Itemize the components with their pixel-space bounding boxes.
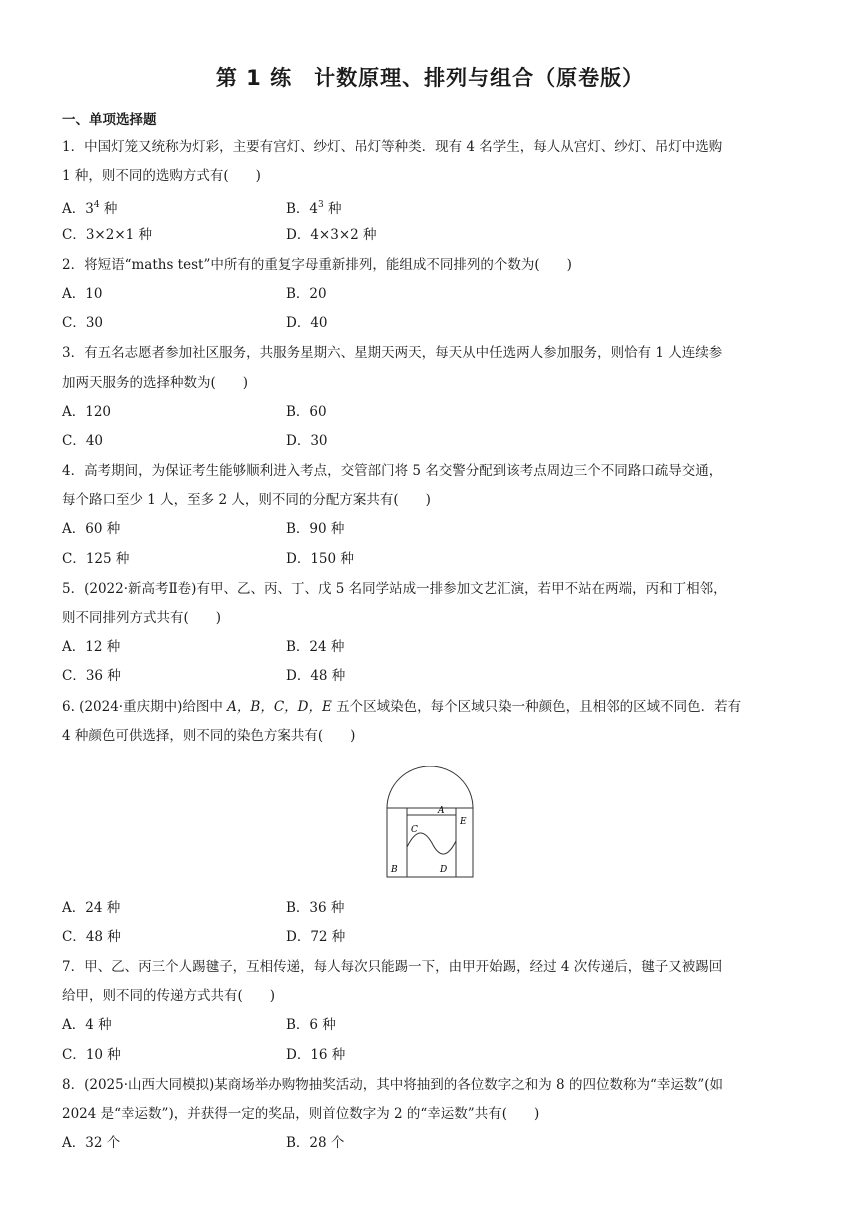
question-7-option-a: A．4 种	[62, 1017, 112, 1033]
question-2-option-c: C．30	[62, 315, 104, 331]
question-7-line-1: 7．甲、乙、丙三个人踢毽子，互相传递，每人每次只能踢一下，由甲开始踢，经过 4 次传递后，毽子又被踢回	[62, 959, 723, 975]
question-8-option-b: B．28 个	[286, 1135, 345, 1151]
question-8-line-1: 8．(2025·山西大同模拟)某商场举办购物抽奖活动，其中将抽到的各位数字之和为 8 的四位数称为“幸运数”(如	[62, 1077, 724, 1093]
question-2-line-1: 2．将短语“maths test”中所有的重复字母重新排列，能组成不同排列的个数为( )	[62, 257, 572, 273]
figure-label-a: A	[438, 806, 445, 816]
question-2-option-b: B．20	[286, 286, 327, 302]
question-4-option-a: A．60 种	[62, 521, 121, 537]
question-4-option-d: D．150 种	[286, 551, 354, 567]
figure-label-c: C	[411, 825, 418, 835]
question-6-line-2: 4 种颜色可供选择，则不同的染色方案共有( )	[62, 728, 356, 744]
question-5-line-2: 则不同排列方式共有( )	[62, 610, 222, 626]
question-7-option-d: D．16 种	[286, 1047, 346, 1063]
question-3-line-1: 3．有五名志愿者参加社区服务，共服务星期六、星期天两天，每天从中任选两人参加服务，则恰有 1 人连续参	[62, 345, 723, 361]
question-6-option-c: C．48 种	[62, 929, 121, 945]
question-6-option-d: D．72 种	[286, 929, 346, 945]
question-1-line-2: 1 种，则不同的选购方式有( )	[62, 168, 261, 184]
figure-label-b: B	[391, 865, 398, 875]
question-6-option-a: A．24 种	[62, 900, 121, 916]
page-title: 第 1 练 计数原理、排列与组合（原卷版）	[215, 66, 645, 90]
question-7-option-b: B．6 种	[286, 1017, 336, 1033]
question-5-option-c: C．36 种	[62, 668, 121, 684]
section-heading: 一、单项选择题	[62, 112, 157, 128]
question-1-line-1: 1．中国灯笼又统称为灯彩，主要有宫灯、纱灯、吊灯等种类．现有 4 名学生，每人从宫灯、纱灯、吊灯中选购	[62, 139, 723, 155]
question-1-option-a: A．$3^4$ 种	[62, 200, 118, 217]
question-6-line-1: 6. (2024·重庆期中)给图中 A，B，C，D，E 五个区域染色，每个区域只染一种颜色，且相邻的区域不同色．若有	[62, 699, 742, 715]
question-5-line-1: 5．(2022·新高考Ⅱ卷)有甲、乙、丙、丁、戊 5 名同学站成一排参加文艺汇演，若甲不站在两端，丙和丁相邻，	[62, 581, 727, 597]
question-3-option-a: A．120	[62, 404, 112, 420]
question-1-option-c: C．3×2×1 种	[62, 227, 153, 243]
question-4-line-2: 每个路口至少 1 人，至多 2 人，则不同的分配方案共有( )	[62, 492, 431, 508]
question-1-option-b: B．$4^3$ 种	[286, 200, 342, 217]
question-3-option-d: D．30	[286, 433, 328, 449]
question-5-option-d: D．48 种	[286, 668, 346, 684]
question-4-option-c: C．125 种	[62, 551, 130, 567]
question-8-option-a: A．32 个	[62, 1135, 121, 1151]
figure-label-e: E	[460, 817, 467, 827]
question-1-option-d: D．4×3×2 种	[286, 227, 377, 243]
question-7-option-c: C．10 种	[62, 1047, 121, 1063]
question-4-line-1: 4．高考期间，为保证考生能够顺利进入考点，交管部门将 5 名交警分配到该考点周边三个不同路口疏导交通，	[62, 463, 723, 479]
figure-label-d: D	[440, 865, 448, 875]
question-3-line-2: 加两天服务的选择种数为( )	[62, 375, 249, 391]
question-6-option-b: B．36 种	[286, 900, 345, 916]
question-8-line-2: 2024 是“幸运数”)，并获得一定的奖品，则首位数字为 2 的“幸运数”共有( )	[62, 1106, 540, 1122]
region-coloring-figure	[386, 766, 474, 878]
question-3-option-b: B．60	[286, 404, 327, 420]
question-5-option-a: A．12 种	[62, 639, 121, 655]
question-5-option-b: B．24 种	[286, 639, 345, 655]
question-2-option-a: A．10	[62, 286, 103, 302]
question-2-option-d: D．40	[286, 315, 328, 331]
question-7-line-2: 给甲，则不同的传递方式共有( )	[62, 988, 276, 1004]
question-4-option-b: B．90 种	[286, 521, 345, 537]
question-3-option-c: C．40	[62, 433, 104, 449]
